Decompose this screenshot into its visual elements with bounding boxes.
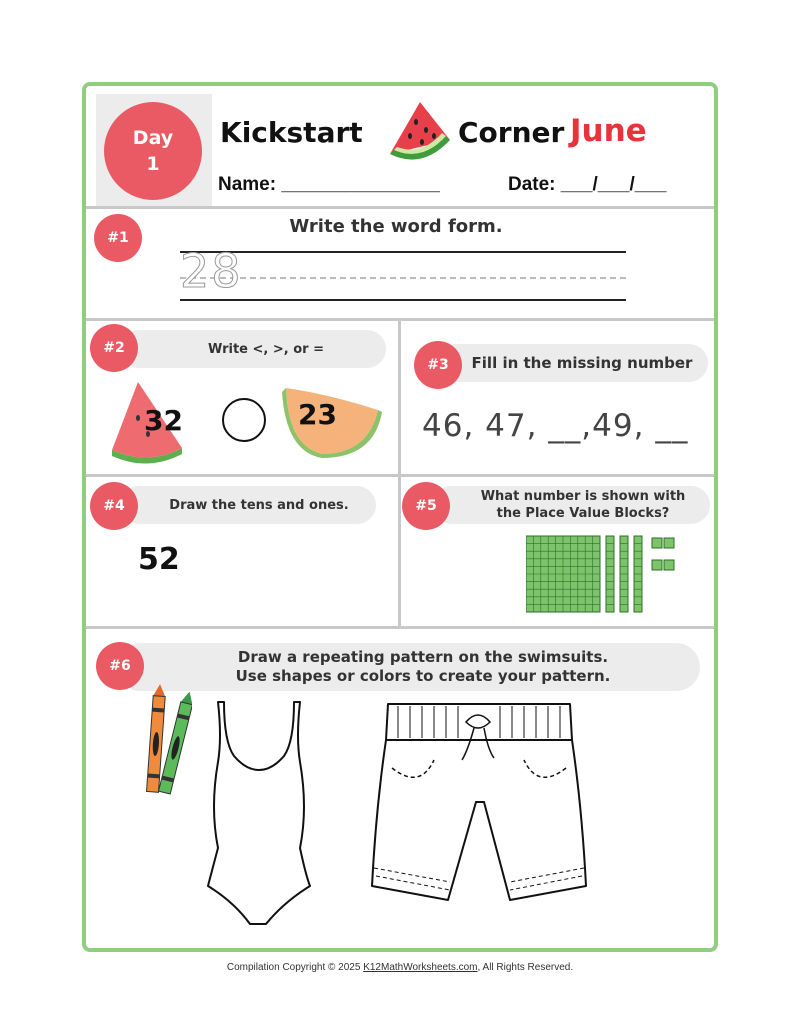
question-6-badge: #6 <box>96 642 144 690</box>
question-6-line2: Use shapes or colors to create your pattern. <box>235 667 611 685</box>
divider <box>86 206 714 209</box>
compare-right-value: 23 <box>298 398 337 431</box>
question-5-badge: #5 <box>402 482 450 530</box>
compare-left-value: 32 <box>144 404 183 437</box>
question-5-line2: the Place Value Blocks? <box>496 506 670 521</box>
swim-shorts-outline[interactable] <box>370 698 588 904</box>
footer-prefix: Compilation Copyright © 2025 <box>226 962 364 973</box>
name-field[interactable]: Name: _______________ <box>218 174 440 195</box>
question-5-line1: What number is shown with <box>480 489 686 504</box>
title-kickstart: Kickstart <box>220 116 363 149</box>
question-4-instruction: Draw the tens and ones. <box>120 486 376 524</box>
crayons-icon <box>142 682 192 802</box>
date-field[interactable]: Date: ___/___/___ <box>508 174 667 195</box>
question-4-badge: #4 <box>90 482 138 530</box>
divider <box>398 318 401 628</box>
question-6-line1: Draw a repeating pattern on the swimsuits. <box>237 648 609 666</box>
watermelon-icon <box>382 96 456 170</box>
ones-cube <box>652 560 662 570</box>
day-badge <box>104 102 202 200</box>
compare-circle[interactable] <box>222 398 266 442</box>
tens-rod <box>606 536 614 612</box>
tens-rod <box>634 536 642 612</box>
handwriting-lines <box>180 248 630 308</box>
ones-cube <box>652 538 662 548</box>
title-month: June <box>570 113 647 149</box>
question-2-badge: #2 <box>90 324 138 372</box>
day-box <box>96 94 212 206</box>
question-1-badge: #1 <box>94 214 142 262</box>
number-sequence: 46, 47, __,49, __ <box>422 408 689 444</box>
question-3-badge: #3 <box>414 341 462 389</box>
ones-cube <box>664 538 674 548</box>
traced-number: 28 <box>180 244 243 298</box>
hundreds-block <box>526 536 600 612</box>
divider <box>86 626 714 629</box>
question-6-instruction <box>116 643 700 691</box>
tens-rod <box>620 536 628 612</box>
question-1-instruction: Write the word form. <box>289 216 503 237</box>
swimsuit-outline[interactable] <box>204 698 316 930</box>
footer-suffix: , All Rights Reserved. <box>477 962 574 973</box>
worksheet-frame <box>82 82 718 952</box>
day-number: 1 <box>146 153 160 175</box>
divider <box>86 474 714 477</box>
footer-link[interactable]: K12MathWorksheets.com <box>363 962 478 973</box>
title-corner: Corner <box>458 116 565 149</box>
day-label: Day <box>132 127 174 149</box>
question-2-instruction: Write <, >, or = <box>120 330 386 368</box>
footer-copyright <box>0 962 800 973</box>
tens-ones-value: 52 <box>138 542 180 577</box>
question-3-instruction: Fill in the missing number <box>436 344 708 382</box>
place-value-blocks <box>526 534 706 616</box>
question-5-instruction <box>432 486 710 524</box>
ones-cube <box>664 560 674 570</box>
